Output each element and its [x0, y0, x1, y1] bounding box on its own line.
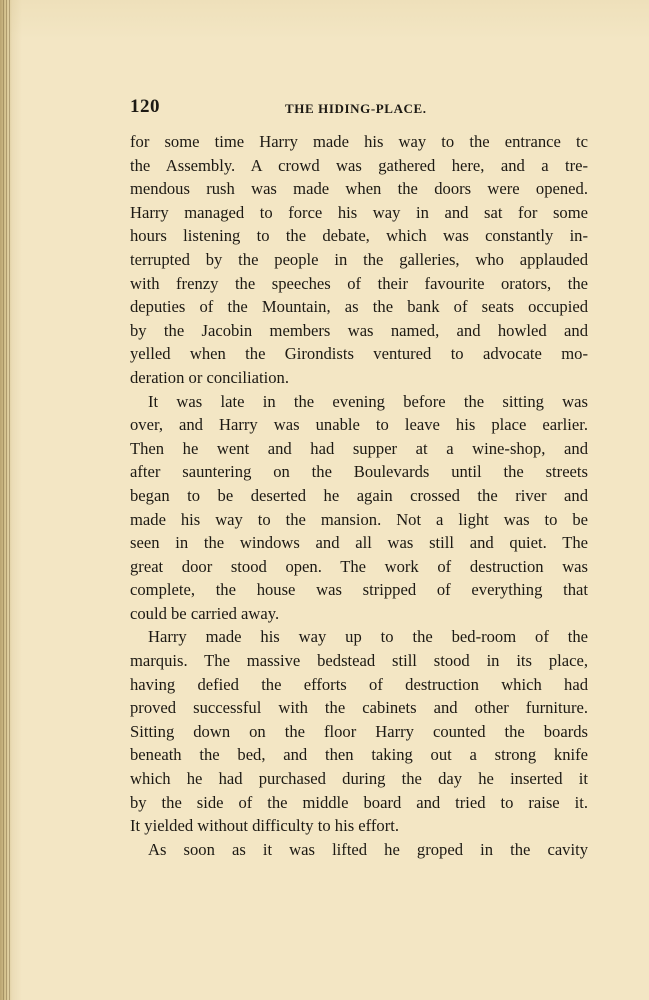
text-line: Harry managed to force his way in and sat for some	[130, 202, 588, 222]
gutter-line	[6, 0, 7, 1000]
text-line: the Assembly. A crowd was gathered here, and a tre-	[130, 155, 588, 175]
text-line: could be carried away.	[130, 603, 280, 623]
page-number: 120	[130, 96, 160, 117]
text-line: It was late in the evening before the sitting was	[148, 391, 588, 411]
text-line: over, and Harry was unable to leave his place earlier.	[130, 415, 588, 435]
text-line: Then he went and had supper at a wine-shop, and	[130, 438, 588, 458]
gutter-line	[3, 0, 4, 1000]
text-line: made his way to the mansion. Not a light was to be	[130, 509, 588, 529]
text-line: deputies of the Mountain, as the bank of seats occupied	[130, 297, 588, 317]
text-line: began to be deserted he again crossed the river and	[130, 485, 588, 505]
text-line: after sauntering on the Boulevards until the streets	[130, 462, 588, 482]
text-line: mendous rush was made when the doors were opened.	[130, 179, 588, 199]
text-line: hours listening to the debate, which was constantly in-	[130, 226, 588, 246]
text-line: by the Jacobin members was named, and howled and	[130, 320, 588, 340]
text-line: seen in the windows and all was still and quiet. The	[130, 533, 588, 553]
text-line: complete, the house was stripped of everything that	[130, 580, 588, 600]
text-line: which he had purchased during the day he inserted it	[130, 769, 588, 789]
page-header	[130, 96, 588, 120]
text-line: for some time Harry made his way to the entrance tc	[130, 132, 588, 151]
text-line: Harry made his way up to the bed-room of the	[148, 627, 588, 647]
text-line: beneath the bed, and then taking out a strong knife	[130, 745, 588, 765]
text-line: As soon as it was lifted he groped in the cavity	[148, 839, 588, 859]
text-line: deration or conciliation.	[130, 367, 289, 387]
text-line: great door stood open. The work of destruction was	[130, 556, 588, 576]
gutter-line	[9, 0, 10, 1000]
text-line: by the side of the middle board and tried to raise it.	[130, 792, 588, 812]
text-line: yelled when the Girondists ventured to advocate mo-	[130, 344, 588, 364]
body-text	[130, 130, 588, 861]
text-line: marquis. The massive bedstead still stood in its place,	[130, 651, 588, 671]
page-gutter	[0, 0, 12, 1000]
text-line: terrupted by the people in the galleries, who applauded	[130, 249, 588, 269]
text-line: It yielded without difficulty to his effort.	[130, 816, 399, 836]
running-head: THE HIDING-PLACE.	[285, 101, 427, 116]
text-line: proved successful with the cabinets and other furniture.	[130, 698, 588, 718]
text-line: Sitting down on the floor Harry counted the boards	[130, 721, 588, 741]
text-line: with frenzy the speeches of their favourite orators, the	[130, 273, 588, 293]
text-line: having defied the efforts of destruction which had	[130, 674, 588, 694]
